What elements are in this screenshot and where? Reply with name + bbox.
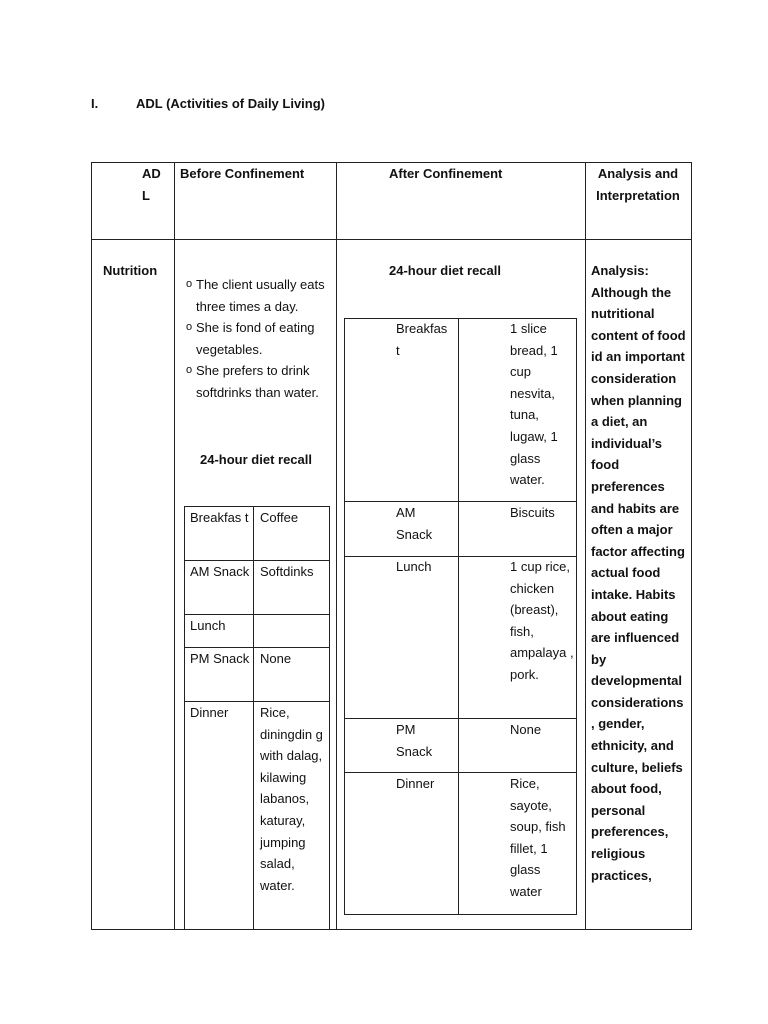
before-bullet-item: o The client usually eats three times a day.	[186, 274, 326, 317]
row-label-nutrition: Nutrition	[103, 263, 158, 278]
after-meal-lunch: Lunch	[396, 559, 432, 574]
after-meal-dinner: Dinner	[396, 776, 435, 791]
analysis-label: Analysis:	[591, 263, 649, 278]
after-food-am-snack: Biscuits	[510, 505, 555, 520]
after-meal-am-snack: AM Snack	[396, 505, 433, 542]
after-meal-breakfast: Breakfas t	[396, 321, 448, 358]
before-meal-lunch: Lunch	[190, 618, 226, 633]
before-bullet-item: o She is fond of eating vegetables.	[186, 317, 326, 360]
before-food-breakfast: Coffee	[260, 510, 299, 525]
analysis-cell	[591, 260, 687, 886]
after-food-lunch: 1 cup rice, chicken (breast), fish, ampalaya , pork.	[510, 559, 574, 682]
header-adl: AD L	[142, 166, 161, 203]
after-food-breakfast: 1 slice bread, 1 cup nesvita, tuna, lugaw, 1 glass water.	[510, 321, 558, 488]
section-number: I.	[91, 96, 99, 111]
analysis-text: Although the nutritional content of food id an important consideration when planning a diet, an individual’s food preferences and habits are often a major factor affecting actual food intake. Habits about eating are influenced by developmental considerations , gender, ethnicity, and culture, beliefs about food, personal preferences, religious practices,	[591, 284, 686, 883]
before-food-dinner: Rice, diningdin g with dalag, kilawing labanos, katuray, jumping salad, water.	[260, 705, 323, 893]
after-recall-title: 24-hour diet recall	[389, 263, 501, 278]
after-meal-pm-snack: PM Snack	[396, 722, 433, 759]
header-before: Before Confinement	[180, 166, 305, 181]
before-bullet-list	[186, 274, 326, 404]
header-analysis: Analysis and Interpretation	[596, 166, 680, 203]
after-food-pm-snack: None	[510, 722, 542, 737]
after-food-dinner: Rice, sayote, soup, fish fillet, 1 glass water	[510, 776, 566, 899]
before-meal-breakfast: Breakfas t	[190, 510, 249, 525]
before-meal-am-snack: AM Snack	[190, 564, 250, 579]
before-bullet-item: o She prefers to drink softdrinks than water.	[186, 360, 326, 403]
before-meal-pm-snack: PM Snack	[190, 651, 250, 666]
before-meal-dinner: Dinner	[190, 705, 229, 720]
before-food-pm-snack: None	[260, 651, 292, 666]
before-recall-title: 24-hour diet recall	[200, 452, 312, 467]
section-title: ADL (Activities of Daily Living)	[136, 96, 326, 111]
header-after: After Confinement	[389, 166, 503, 181]
before-food-am-snack: Softdinks	[260, 564, 314, 579]
